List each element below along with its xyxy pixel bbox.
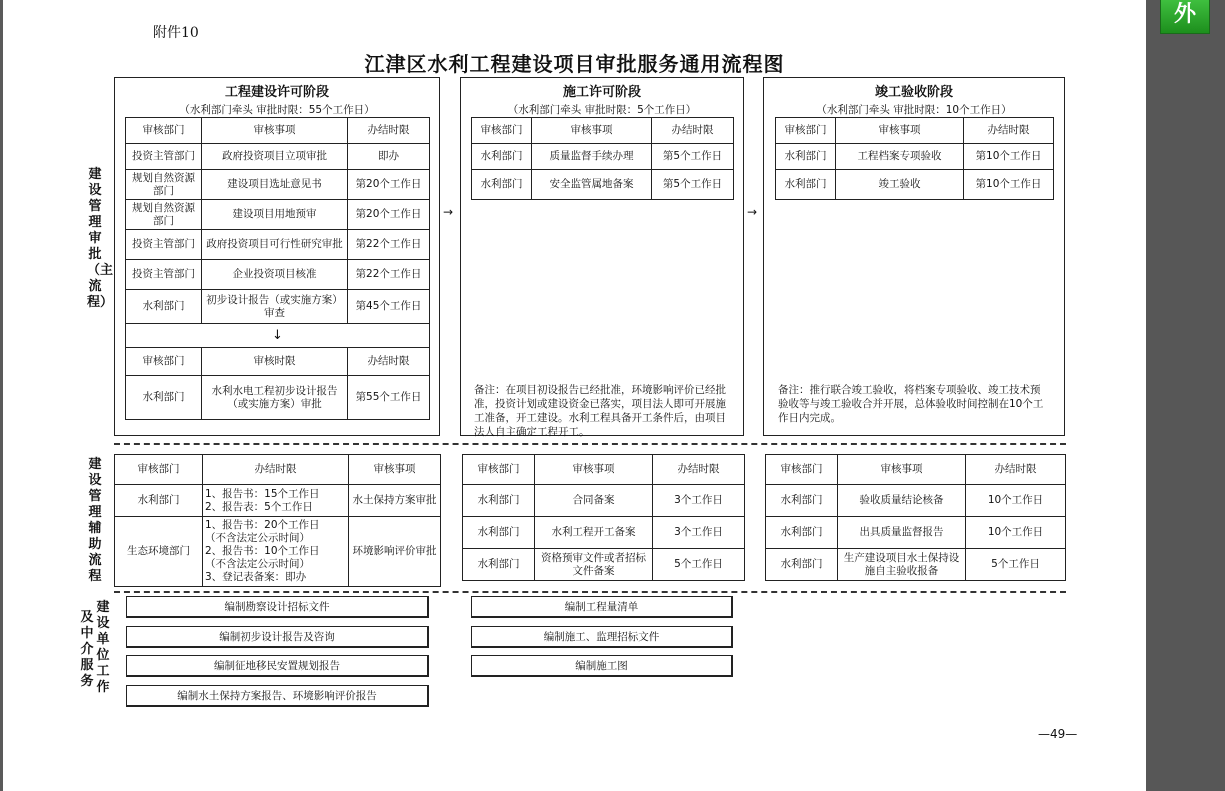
flow-arrow-row: [126, 324, 430, 348]
header-cell: 办结时限: [652, 118, 734, 144]
table-header-row: [463, 455, 745, 485]
dept-cell: 水利部门: [463, 517, 535, 549]
table-row: [463, 517, 745, 549]
table-row: [115, 485, 441, 517]
deadline-cell: 1、报告书：20个工作日 （不含法定公示时间） 2、报告书：10个工作日 （不含法定公示时间） 3、登记表备案：即办: [203, 517, 349, 587]
row-label-service-1: 建设单位工作: [96, 600, 110, 695]
right-arrow-icon: →: [747, 205, 758, 219]
table-header-row: [126, 348, 430, 376]
stage1-table: [125, 117, 430, 420]
item-cell: 工程档案专项验收: [836, 144, 964, 170]
deadline-cell: 3个工作日: [653, 517, 745, 549]
table-row: [776, 144, 1054, 170]
table-header-row: [126, 118, 430, 144]
item-cell: 出具质量监督报告: [838, 517, 966, 549]
stage1-subtitle: （水利部门牵头 审批时限：55个工作日）: [179, 104, 375, 116]
item-cell: 建设项目选址意见书: [202, 170, 348, 200]
deadline-cell: 5个工作日: [653, 549, 745, 581]
document-page: [3, 0, 1146, 791]
row-label-service-2: 及中介服务: [80, 610, 94, 689]
table-row: [463, 549, 745, 581]
deadline-cell: 5个工作日: [966, 549, 1066, 581]
deadline-cell: 10个工作日: [966, 485, 1066, 517]
table-header-row: [115, 455, 441, 485]
dept-cell: 投资主管部门: [126, 144, 202, 170]
annex-label: 附件10: [153, 25, 199, 41]
dept-cell: 水利部门: [766, 549, 838, 581]
header-cell: 审核事项: [202, 118, 348, 144]
table-row: [126, 144, 430, 170]
stage3-table: [775, 117, 1054, 200]
item-cell: 政府投资项目可行性研究审批: [202, 230, 348, 260]
header-cell: 审核部门: [126, 118, 202, 144]
deadline-cell: 10个工作日: [966, 517, 1066, 549]
item-cell: 初步设计报告（或实施方案）审查: [202, 290, 348, 324]
page-title: 江津区水利工程建设项目审批服务通用流程图: [364, 52, 785, 76]
table-row: [472, 144, 734, 170]
item-cell: 安全监管属地备案: [532, 170, 652, 200]
aux-table-3: [765, 454, 1066, 581]
aux-table-2: [462, 454, 745, 581]
dept-cell: 水利部门: [472, 170, 532, 200]
aux-table-1: [114, 454, 441, 587]
dept-cell: 水利部门: [126, 376, 202, 420]
table-row: [126, 290, 430, 324]
dept-cell: 水利部门: [472, 144, 532, 170]
item-cell: 水利水电工程初步设计报告（或实施方案）审批: [202, 376, 348, 420]
stage2-table: [471, 117, 734, 200]
deadline-cell: 即办: [348, 144, 430, 170]
deadline-cell: 1、报告书：15个工作日 2、报告表：5个工作日: [203, 485, 349, 517]
deadline-cell: 第22个工作日: [348, 260, 430, 290]
row-label-aux: 建设管理辅助流程: [88, 457, 102, 584]
header-cell: 审核事项: [535, 455, 653, 485]
header-cell: 审核事项: [838, 455, 966, 485]
stage3-note: 备注：推行联合竣工验收，将档案专项验收、竣工技术预验收等与竣工验收合并开展，总体验收时间控制在10个工作日内完成。: [778, 384, 1044, 424]
header-cell: 审核部门: [126, 348, 202, 376]
stage2-note: 备注：在项目初设报告已经批准，环境影响评价已经批准，投资计划或建设资金已落实，项目法人即可开展施工准备，开工建设。水利工程具备开工条件后，由项目法人自主确定工程开工。: [474, 384, 726, 438]
stage2-title: 施工许可阶段: [562, 85, 641, 100]
deadline-cell: 第45个工作日: [348, 290, 430, 324]
section-divider: [114, 443, 1066, 445]
dept-cell: 投资主管部门: [126, 230, 202, 260]
viewer-gutter: [1146, 0, 1225, 791]
header-cell: 办结时限: [964, 118, 1054, 144]
table-row: [766, 485, 1066, 517]
header-cell: 审核部门: [776, 118, 836, 144]
table-row: [126, 230, 430, 260]
deadline-cell: 第5个工作日: [652, 144, 734, 170]
table-row: [126, 200, 430, 230]
item-cell: 水利工程开工备案: [535, 517, 653, 549]
table-header-row: [766, 455, 1066, 485]
item-cell: 政府投资项目立项审批: [202, 144, 348, 170]
item-cell: 环境影响评价审批: [349, 517, 441, 587]
dept-cell: 规划自然资源部门: [126, 170, 202, 200]
task-box: 编制施工、监理招标文件: [471, 626, 733, 648]
task-box: 编制征地移民安置规划报告: [126, 655, 429, 677]
item-cell: 质量监督手续办理: [532, 144, 652, 170]
task-box: 编制勘察设计招标文件: [126, 596, 429, 618]
table-row: [472, 170, 734, 200]
item-cell: 验收质量结论核备: [838, 485, 966, 517]
down-arrow-icon: ↓: [126, 324, 430, 348]
dept-cell: 规划自然资源部门: [126, 200, 202, 230]
table-row: [463, 485, 745, 517]
dept-cell: 生态环境部门: [115, 517, 203, 587]
header-cell: 办结时限: [203, 455, 349, 485]
deadline-cell: 第10个工作日: [964, 144, 1054, 170]
header-cell: 审核部门: [115, 455, 203, 485]
task-box: 编制水土保持方案报告、环境影响评价报告: [126, 685, 429, 707]
section-divider: [114, 591, 1066, 593]
row-label-main: 建设管理审批（主流程）: [87, 167, 114, 310]
item-cell: 建设项目用地预审: [202, 200, 348, 230]
header-cell: 办结时限: [653, 455, 745, 485]
item-cell: 企业投资项目核准: [202, 260, 348, 290]
deadline-cell: 第10个工作日: [964, 170, 1054, 200]
right-arrow-icon: →: [443, 205, 454, 219]
stage2-subtitle: （水利部门牵头 审批时限：5个工作日）: [507, 104, 697, 116]
dept-cell: 水利部门: [766, 517, 838, 549]
page-number: —49—: [1038, 727, 1078, 741]
header-cell: 审核部门: [463, 455, 535, 485]
table-header-row: [776, 118, 1054, 144]
header-cell: 审核事项: [836, 118, 964, 144]
table-row: [126, 376, 430, 420]
deadline-cell: 第20个工作日: [348, 200, 430, 230]
item-cell: 竣工验收: [836, 170, 964, 200]
header-cell: 办结时限: [348, 348, 430, 376]
task-box: 编制施工图: [471, 655, 733, 677]
dept-cell: 投资主管部门: [126, 260, 202, 290]
dept-cell: 水利部门: [776, 144, 836, 170]
deadline-cell: 3个工作日: [653, 485, 745, 517]
header-cell: 办结时限: [348, 118, 430, 144]
dept-cell: 水利部门: [463, 549, 535, 581]
stage3-subtitle: （水利部门牵头 审批时限：10个工作日）: [816, 104, 1012, 116]
dept-cell: 水利部门: [463, 485, 535, 517]
dept-cell: 水利部门: [126, 290, 202, 324]
dept-cell: 水利部门: [766, 485, 838, 517]
table-row: [776, 170, 1054, 200]
item-cell: 水土保持方案审批: [349, 485, 441, 517]
header-cell: 审核部门: [766, 455, 838, 485]
item-cell: 资格预审文件或者招标文件备案: [535, 549, 653, 581]
header-cell: 审核时限: [202, 348, 348, 376]
table-row: [126, 260, 430, 290]
table-row: [766, 517, 1066, 549]
task-box: 编制工程量清单: [471, 596, 733, 618]
deadline-cell: 第22个工作日: [348, 230, 430, 260]
item-cell: 合同备案: [535, 485, 653, 517]
deadline-cell: 第55个工作日: [348, 376, 430, 420]
dept-cell: 水利部门: [776, 170, 836, 200]
dept-cell: 水利部门: [115, 485, 203, 517]
header-cell: 审核事项: [349, 455, 441, 485]
table-row: [766, 549, 1066, 581]
external-badge[interactable]: 外: [1160, 0, 1210, 34]
header-cell: 办结时限: [966, 455, 1066, 485]
deadline-cell: 第20个工作日: [348, 170, 430, 200]
header-cell: 审核部门: [472, 118, 532, 144]
item-cell: 生产建设项目水土保持设施自主验收报备: [838, 549, 966, 581]
stage3-title: 竣工验收阶段: [874, 85, 953, 100]
table-header-row: [472, 118, 734, 144]
stage1-title: 工程建设许可阶段: [224, 85, 329, 100]
task-box: 编制初步设计报告及咨询: [126, 626, 429, 648]
deadline-cell: 第5个工作日: [652, 170, 734, 200]
header-cell: 审核事项: [532, 118, 652, 144]
table-row: [115, 517, 441, 587]
table-row: [126, 170, 430, 200]
